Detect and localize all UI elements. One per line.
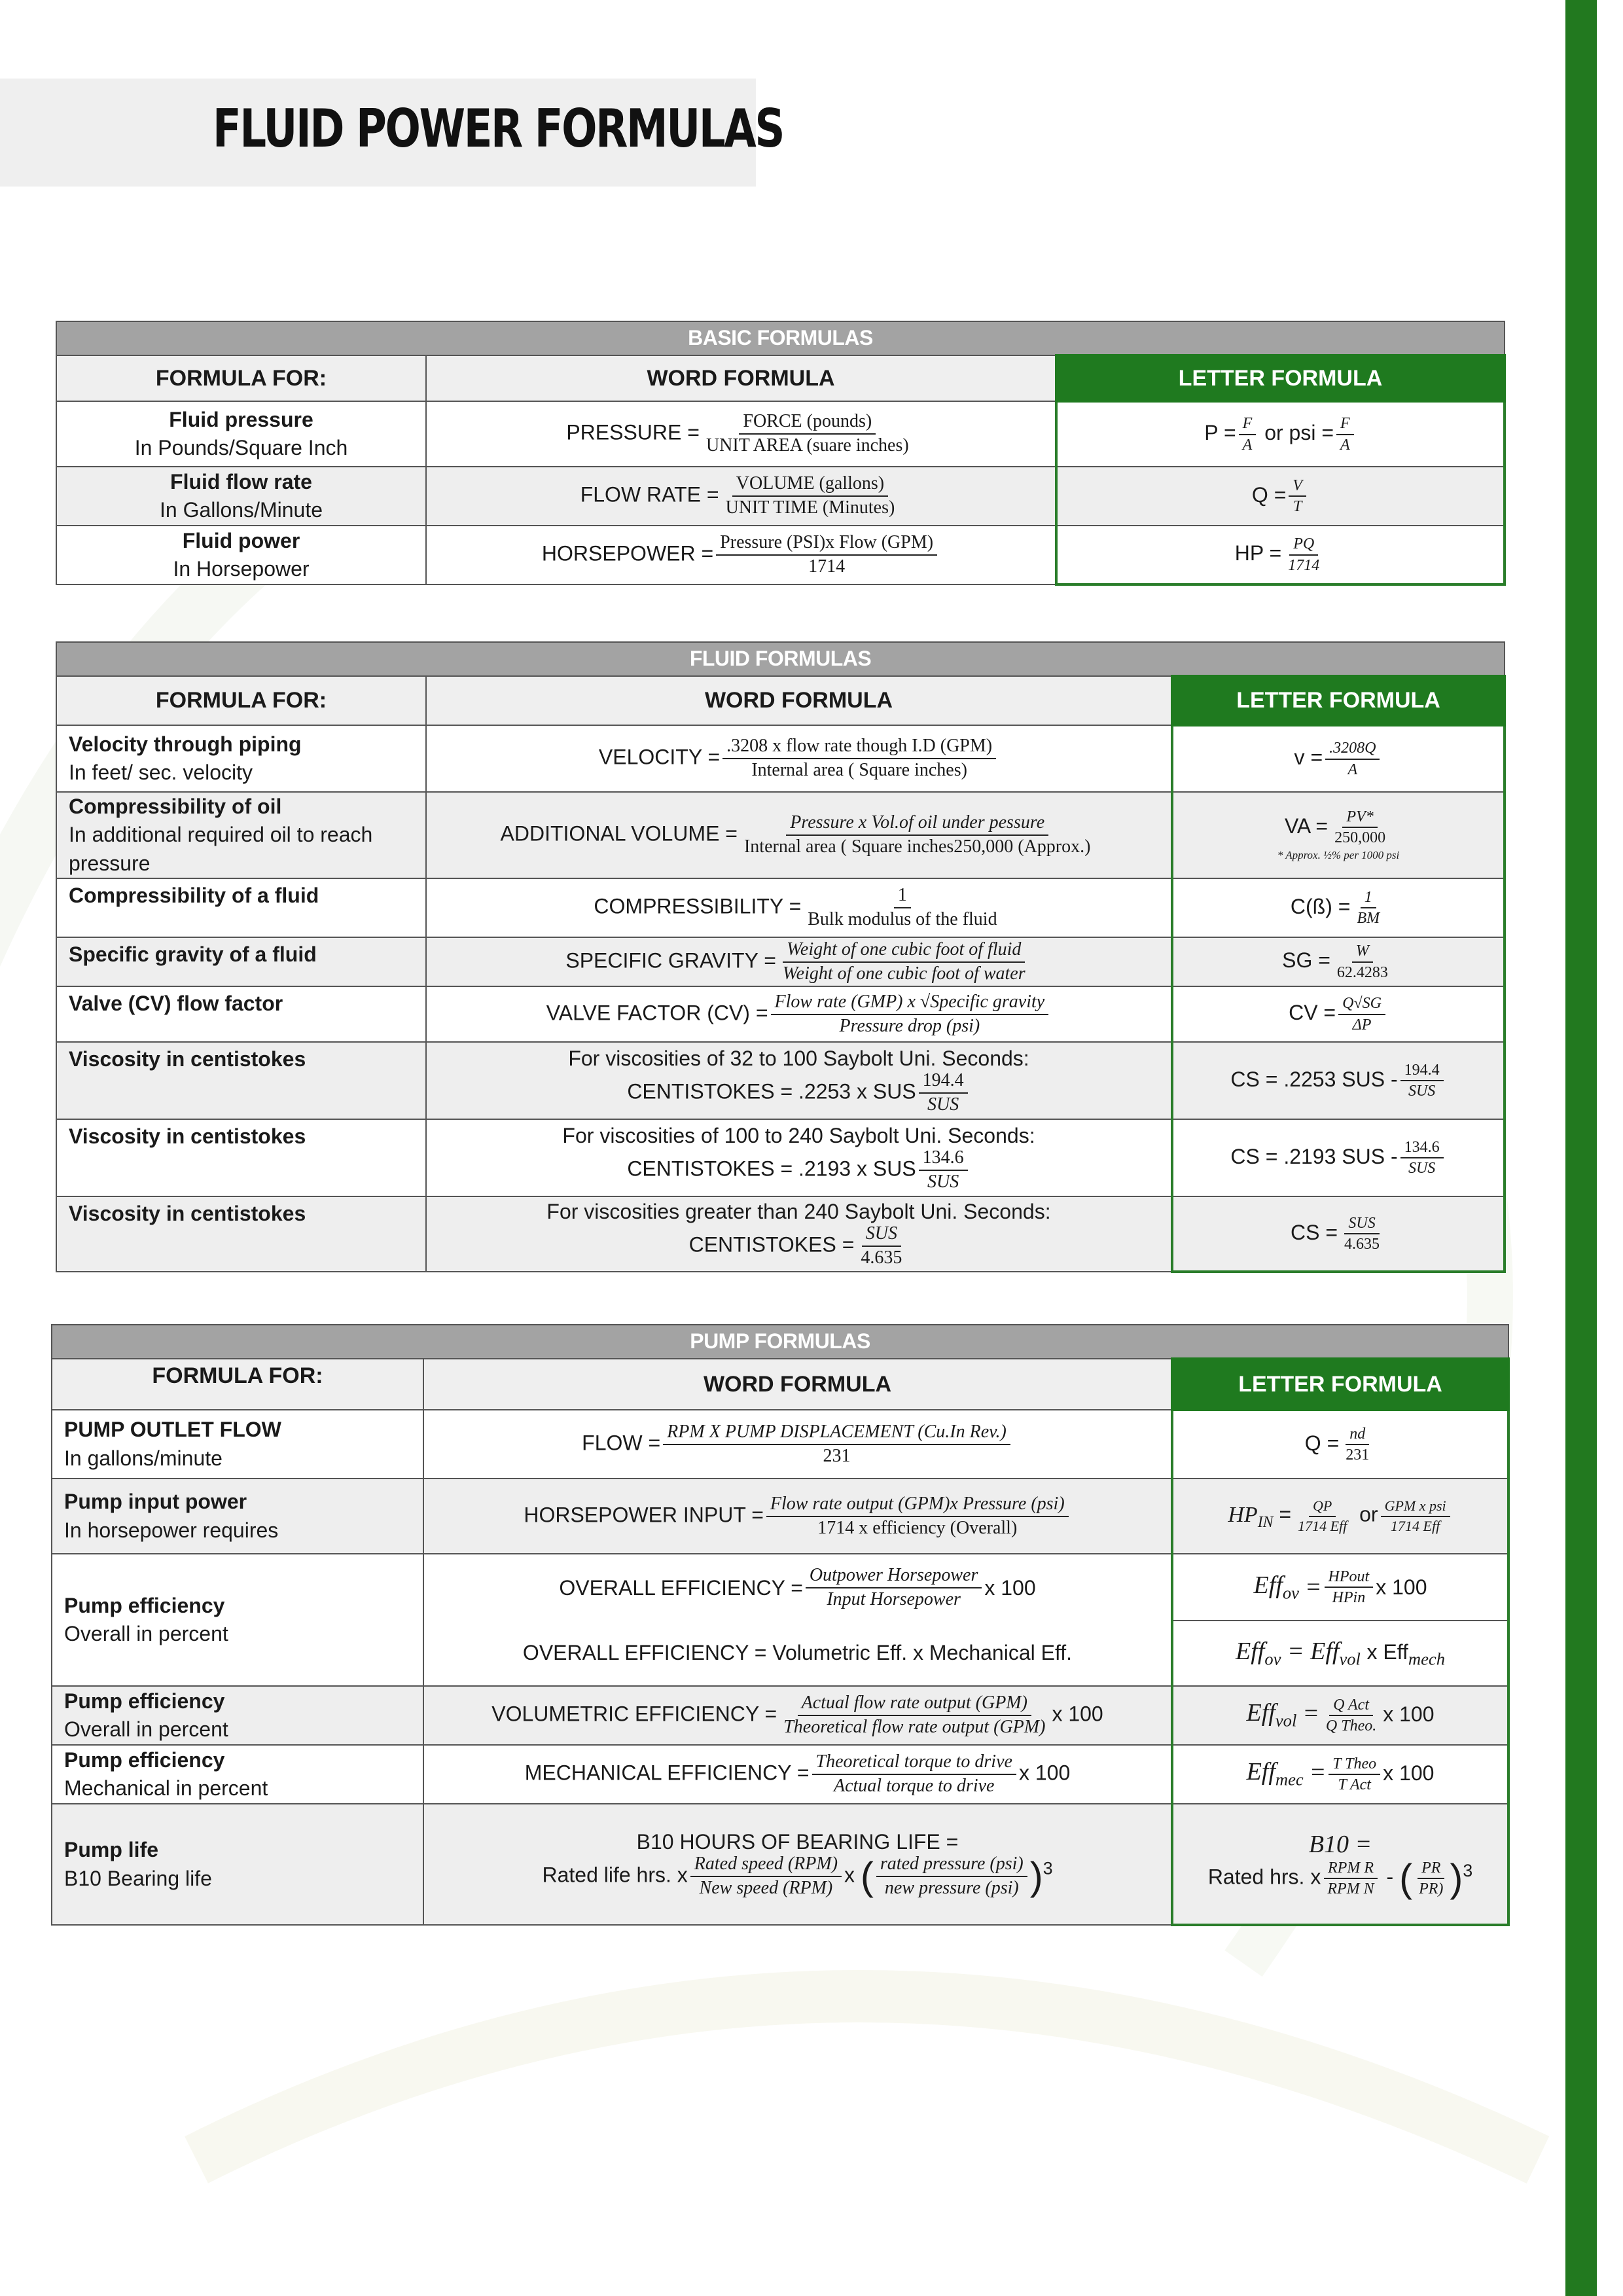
word-formula-cell: VALVE FACTOR (CV) = $\frac{\text{Flow rate (GMP) x √Specific gravity}}{\text{Pressure drop (psi)}}$ xyxy=(426,986,1172,1042)
formula-for-cell: Pump life B10 Bearing life xyxy=(52,1804,423,1925)
approx-note: * Approx. ½% per 1000 psi xyxy=(1277,849,1400,862)
fluid-formulas-table xyxy=(56,641,1506,1273)
letter-formula-cell: v = $\frac{.3208Q}{A}$ xyxy=(1172,725,1505,792)
letter-formula-cell: Eff$_{mec}$ = $\frac{\text{T Theo}}{\text{T Act}}$ x 100 xyxy=(1172,1745,1508,1804)
letter-formula-cell: CV = $\frac{Q√SG}{\Delta P}$ xyxy=(1172,986,1505,1042)
word-formula-cell: For viscosities of 100 to 240 Saybolt Uni. Seconds: CENTISTOKES = .2193 x SUS $\frac{134.6}{\text{SUS}}$ xyxy=(426,1119,1172,1196)
pump-formulas-table xyxy=(51,1324,1510,1926)
word-formula-cell: MECHANICAL EFFICIENCY = $\frac{\text{Theoretical torque to drive}}{\text{Actual torque to drive}}$ x 100 xyxy=(423,1745,1172,1804)
formula-for-cell: PUMP OUTLET FLOW In gallons/minute xyxy=(52,1410,423,1479)
formula-for-cell: Viscosity in centistokes xyxy=(56,1119,426,1196)
formula-for-cell: Velocity through piping In feet/ sec. velocity xyxy=(56,725,426,792)
letter-formula-cell: SG = $\frac{W}{62.4283}$ xyxy=(1172,937,1505,986)
letter-formula-cell: HP = $\frac{PQ}{1714}$ xyxy=(1056,526,1505,584)
word-formula-header: WORD FORMULA xyxy=(423,1359,1172,1410)
word-formula-cell: B10 HOURS OF BEARING LIFE = Rated life hrs. x $\frac{\text{Rated speed (RPM)}}{\text{New speed (RPM)}}$ x ( $\frac{\text{rated pressure (psi)}}{\text{new pressure (psi)}}$ )$^3$ xyxy=(423,1804,1172,1925)
basic-section-title: BASIC FORMULAS xyxy=(56,321,1505,355)
word-formula-cell: VELOCITY = $\frac{\text{.3208 x flow rate though I.D (GPM)}}{\text{Internal area ( Square inches)}}$ xyxy=(426,725,1172,792)
fluid-section-title: FLUID FORMULAS xyxy=(56,642,1505,676)
formula-for-cell: Pump efficiency Overall in percent xyxy=(52,1686,423,1745)
letter-formula-cell: P = $\frac{F}{A}$ or psi = $\frac{F}{A}$ xyxy=(1056,401,1505,467)
formula-for-cell: Compressibility of oil In additional required oil to reach pressure xyxy=(56,792,426,878)
formula-for-cell: Fluid power In Horsepower xyxy=(56,526,426,584)
formula-for-cell: Fluid pressure In Pounds/Square Inch xyxy=(56,401,426,467)
word-formula-cell: PRESSURE = $\frac{\text{FORCE (pounds)}}{\text{UNIT AREA (suare inches)}}$ xyxy=(426,401,1056,467)
letter-formula-cell: CS = $\frac{\text{SUS}}{4.635}$ xyxy=(1172,1196,1505,1272)
letter-formula-header: LETTER FORMULA xyxy=(1172,676,1505,725)
letter-formula-cell: VA = $\frac{PV*}{250,000}$ * Approx. ½% per 1000 psi xyxy=(1172,792,1505,878)
letter-formula-cell: Eff$_{ov}$ = $\frac{\text{HPout}}{\text{HPin}}$ x 100 Eff$_{ov}$ = Eff$_{vol}$ x Eff$_{mech}$ xyxy=(1172,1554,1508,1686)
letter-formula-header: LETTER FORMULA xyxy=(1056,355,1505,401)
word-formula-header: WORD FORMULA xyxy=(426,676,1172,725)
word-formula-cell: HORSEPOWER INPUT = $\frac{\text{Flow rate output (GPM)x Pressure (psi)}}{\text{1714 x efficiency (Overall)}}$ xyxy=(423,1479,1172,1554)
formula-for-cell: Valve (CV) flow factor xyxy=(56,986,426,1042)
overall-efficiency-letter: Eff$_{ov}$ = Eff$_{vol}$ x Eff$_{mech}$ xyxy=(1236,1638,1445,1669)
page-title: FLUID POWER FORMULAS xyxy=(213,98,784,159)
letter-formula-cell: C(ß) = $\frac{1}{BM}$ xyxy=(1172,878,1505,937)
word-formula-cell: FLOW RATE = $\frac{\text{VOLUME (gallons)}}{\text{UNIT TIME (Minutes)}}$ xyxy=(426,467,1056,526)
formula-for-cell: Specific gravity of a fluid xyxy=(56,937,426,986)
letter-formula-cell: Q = $\frac{V}{T}$ xyxy=(1056,467,1505,526)
word-formula-cell: SPECIFIC GRAVITY = $\frac{\text{Weight of one cubic foot of fluid}}{\text{Weight of one cubic foot of water}}$ xyxy=(426,937,1172,986)
formula-for-header: FORMULA FOR: xyxy=(56,676,426,725)
letter-formula-cell: Q = $\frac{nd}{231}$ xyxy=(1172,1410,1508,1479)
formula-for-cell: Pump input power In horsepower requires xyxy=(52,1479,423,1554)
formula-for-cell: Viscosity in centistokes xyxy=(56,1196,426,1272)
formula-for-cell: Viscosity in centistokes xyxy=(56,1042,426,1119)
formula-for-header: FORMULA FOR: xyxy=(56,355,426,401)
overall-efficiency-line: OVERALL EFFICIENCY = Volumetric Eff. x Mechanical Eff. xyxy=(522,1640,1073,1664)
letter-formula-cell: $HP_{IN}$ = $\frac{QP}{\text{1714 Eff}}$ or $\frac{\text{GPM x psi}}{\text{1714 Eff}}$ xyxy=(1172,1479,1508,1554)
letter-formula-cell: CS = .2193 SUS - $\frac{134.6}{\text{SUS}}$ xyxy=(1172,1119,1505,1196)
word-formula-cell: VOLUMETRIC EFFICIENCY = $\frac{\text{Actual flow rate output (GPM)}}{\text{Theoretical flow rate output (GPM)}}$ x 100 xyxy=(423,1686,1172,1745)
letter-formula-cell: CS = .2253 SUS - $\frac{194.4}{\text{SUS}}$ xyxy=(1172,1042,1505,1119)
word-formula-cell: For viscosities of 32 to 100 Saybolt Uni. Seconds: CENTISTOKES = .2253 x SUS $\frac{194.4}{\text{SUS}}$ xyxy=(426,1042,1172,1119)
word-formula-cell: HORSEPOWER = $\frac{\text{Pressure (PSI)x Flow (GPM)}}{1714}$ xyxy=(426,526,1056,584)
letter-formula-cell: B10 = Rated hrs. x $\frac{\text{RPM R}}{\text{RPM N}}$ - ( $\frac{PR}{PR)}$ )$^3$ xyxy=(1172,1804,1508,1925)
formula-for-header: FORMULA FOR: xyxy=(52,1359,423,1410)
formula-for-cell: Compressibility of a fluid xyxy=(56,878,426,937)
word-formula-cell: OVERALL EFFICIENCY = $\frac{\text{Outpower Horsepower}}{\text{Input Horsepower}}$ x 100 OVERALL EFFICIENCY = Volumetric Eff. x Mechanical Eff. xyxy=(423,1554,1172,1686)
formula-for-cell: Pump efficiency Mechanical in percent xyxy=(52,1745,423,1804)
word-formula-header: WORD FORMULA xyxy=(426,355,1056,401)
letter-formula-header: LETTER FORMULA xyxy=(1172,1359,1508,1410)
formula-for-cell: Fluid flow rate In Gallons/Minute xyxy=(56,467,426,526)
word-formula-cell: For viscosities greater than 240 Saybolt Uni. Seconds: CENTISTOKES = $\frac{\text{SUS}}{4.635}$ xyxy=(426,1196,1172,1272)
letter-formula-cell: Eff$_{vol}$ = $\frac{\text{Q Act}}{\text{Q Theo.}}$ x 100 xyxy=(1172,1686,1508,1745)
basic-formulas-table xyxy=(56,321,1506,586)
word-formula-cell: COMPRESSIBILITY = $\frac{1}{\text{Bulk modulus of the fluid}}$ xyxy=(426,878,1172,937)
word-formula-cell: FLOW = $\frac{\text{RPM X PUMP DISPLACEMENT (Cu.In Rev.)}}{231}$ xyxy=(423,1410,1172,1479)
green-side-bar xyxy=(1565,0,1597,2296)
formula-for-cell: Pump efficiency Overall in percent xyxy=(52,1554,423,1686)
word-formula-cell: ADDITIONAL VOLUME = $\frac{\text{Pressure x Vol.of oil under pessure}}{\text{Internal area ( Square inches250,000 (Approx.)}}$ xyxy=(426,792,1172,878)
pump-section-title: PUMP FORMULAS xyxy=(52,1325,1508,1359)
